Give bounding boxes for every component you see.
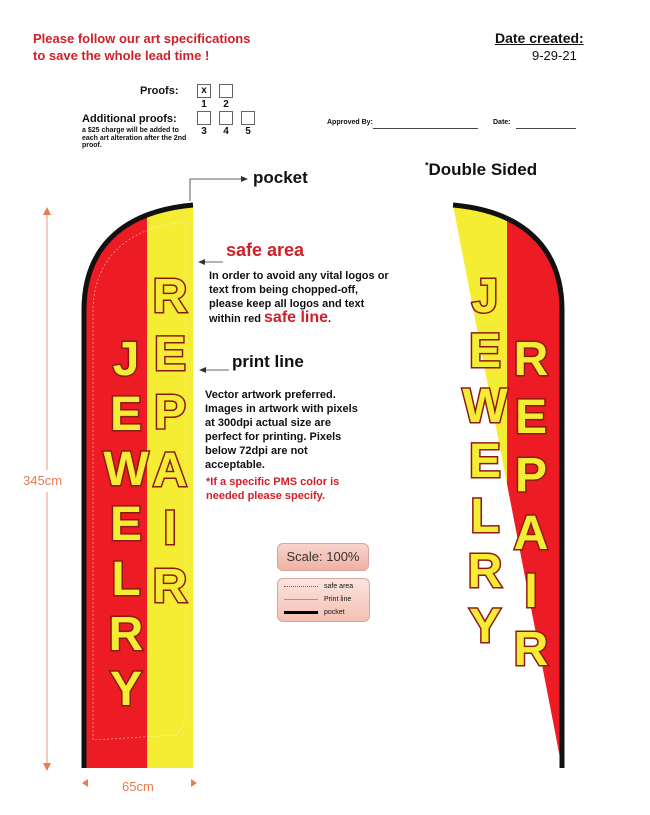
flag-letter: I [524, 565, 538, 618]
scale-badge: Scale: 100% [277, 543, 369, 571]
safe-area-text: In order to avoid any vital logos or text from being chopped-off, please keep all logos and text within red [209, 270, 389, 325]
flag-letter: L [470, 490, 500, 543]
proofs-label: Proofs: [140, 85, 179, 97]
print-line-description: Vector artwork preferred. Images in artwork with pixels at 300dpi actual size are perfect for printing. Pixels below 72dpi are not acceptable. [205, 389, 358, 471]
flag-letter: R [152, 270, 188, 323]
width-dimension-arrows [82, 779, 197, 787]
flag-letter: E [153, 328, 187, 381]
height-dimension-line [43, 207, 51, 771]
flag-back [450, 200, 567, 770]
legend-label: safe area [324, 583, 354, 590]
flag-letter: W [103, 443, 149, 496]
flag-letter: P [153, 386, 187, 439]
additional-proof-number-4: 4 [223, 126, 229, 137]
additional-proof-number-5: 5 [245, 126, 251, 137]
flag-letter: J [112, 333, 140, 386]
flag-letter: Y [109, 663, 143, 716]
additional-proof-number-3: 3 [201, 126, 207, 137]
safe-line-label: safe line [264, 309, 329, 326]
date-created-label: Date created: [495, 30, 584, 46]
flag-letter: L [111, 553, 141, 606]
notice-line-1: Please follow our art specifications [33, 31, 251, 46]
flag-letter: J [471, 270, 499, 323]
flag-letter: E [514, 391, 548, 444]
flag-letter: R [467, 545, 503, 598]
charge-note: a $25 charge will be added to each art alteration after the 2nd proof. [82, 127, 187, 149]
double-sided-asterisk: * [425, 160, 429, 171]
print-line-pointer [199, 367, 229, 373]
approved-by-label: Approved By: [327, 119, 373, 126]
pocket-label: pocket [253, 168, 308, 187]
legend-label: pocket [324, 609, 345, 616]
proof-number-2: 2 [223, 99, 229, 110]
flag-letter: W [462, 380, 508, 433]
legend-label: Print line [324, 596, 352, 603]
proof-number-1: 1 [201, 99, 207, 110]
flag-letter: Y [468, 600, 502, 653]
approval-date-label: Date: [493, 119, 511, 126]
pms-color-note: *If a specific PMS color is needed please specify. [206, 476, 340, 502]
flag-letter: E [468, 435, 502, 488]
flag-letter: R [513, 333, 549, 386]
date-created-value: 9-29-21 [532, 48, 577, 63]
proof-checkbox-1[interactable]: x [197, 84, 211, 98]
double-sided-text: Double Sided [428, 160, 538, 179]
height-dimension-label: 345cm [23, 473, 63, 488]
flag-letter: E [468, 325, 502, 378]
pocket-pointer [190, 176, 248, 201]
width-dimension-label: 65cm [122, 779, 154, 794]
additional-proofs-label: Additional proofs: [82, 113, 177, 125]
flag-letter: A [152, 444, 188, 497]
flag-letter: P [514, 449, 548, 502]
flag-letter: E [109, 388, 143, 441]
safe-line-period: . [328, 313, 332, 325]
flag-letter: R [152, 560, 188, 613]
notice-line-2: to save the whole lead time ! [33, 48, 210, 63]
safe-area-pointer [198, 259, 223, 265]
flag-letter: I [163, 502, 177, 555]
flag-letter: R [108, 608, 144, 661]
print-line-title: print line [232, 352, 304, 371]
flag-letter: A [513, 507, 549, 560]
flag-front [80, 200, 197, 770]
flag-letter: R [513, 623, 549, 676]
safe-area-title: safe area [226, 240, 305, 260]
flag-letter: E [109, 498, 143, 551]
